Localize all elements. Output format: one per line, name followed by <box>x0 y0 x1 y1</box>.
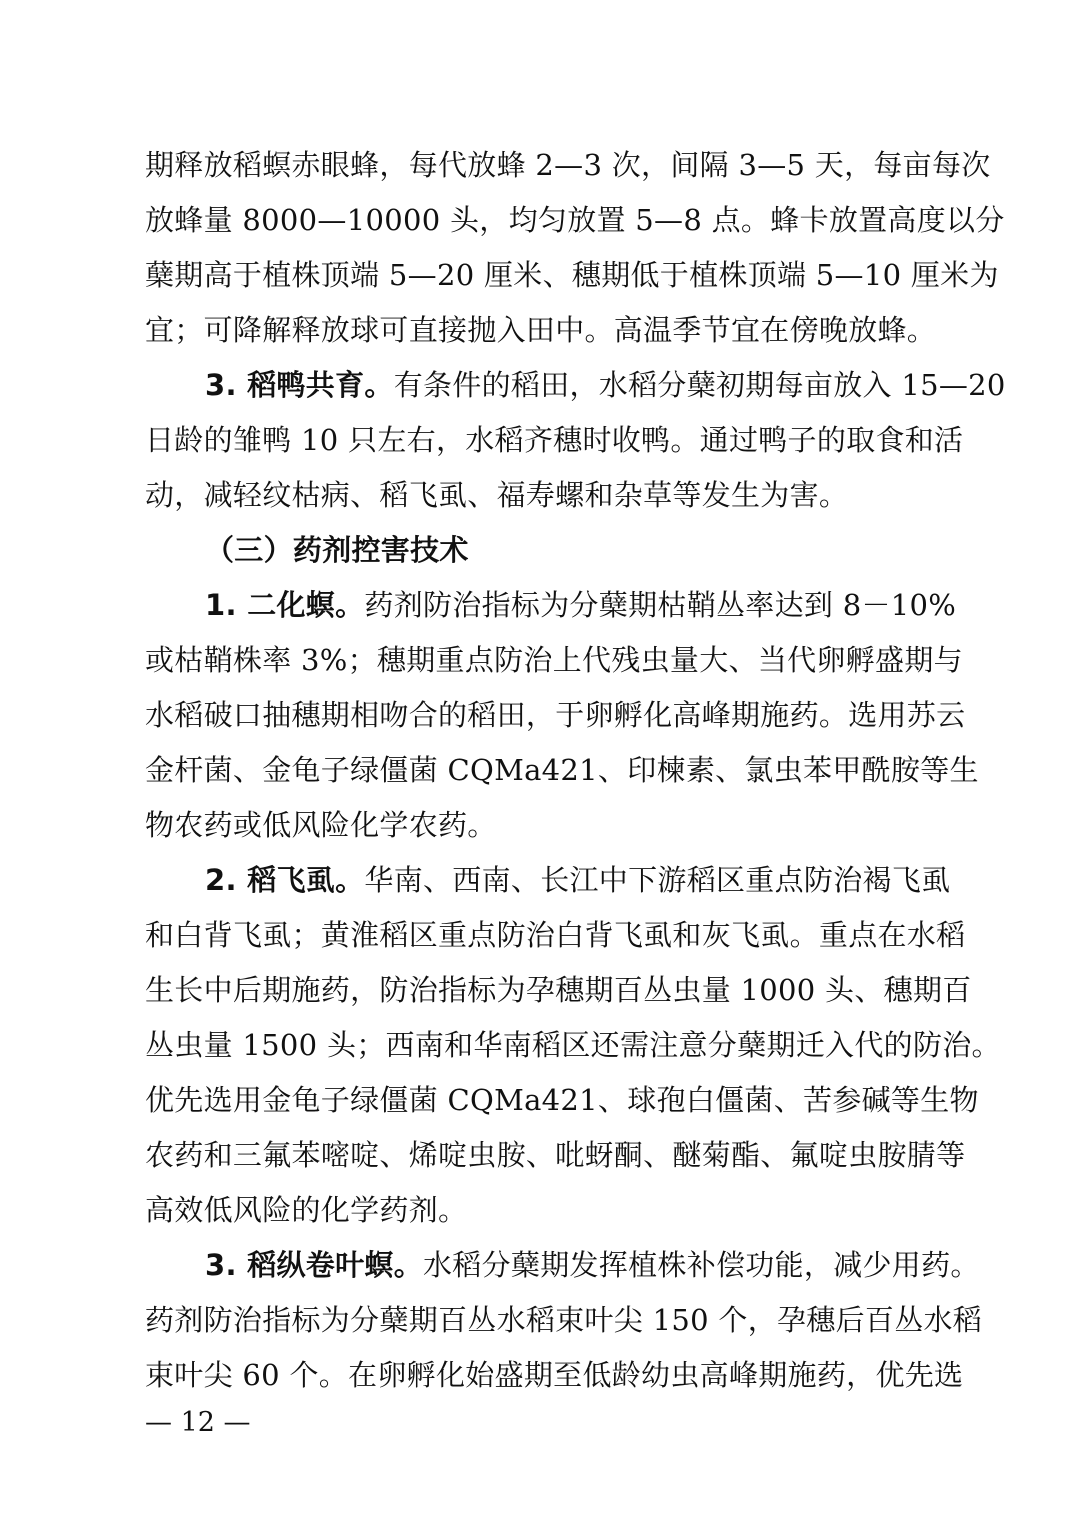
paragraph-line: 生长中后期施药，防治指标为孕穗期百丛虫量 1000 头、穗期百 <box>145 973 972 1007</box>
paragraph-line: 和白背飞虱；黄淮稻区重点防治白背飞虱和灰飞虱。重点在水稻 <box>145 918 966 952</box>
paragraph-line: 物农药或低风险化学农药。 <box>145 808 497 842</box>
paragraph-line: 蘖期高于植株顶端 5—20 厘米、穗期低于植株顶端 5—10 厘米为 <box>145 258 999 292</box>
borer-first-text: 药剂防治指标为分蘖期枯鞘丛率达到 8－10% <box>364 588 957 622</box>
paragraph-line: 日龄的雏鸭 10 只左右，水稻齐穗时收鸭。通过鸭子的取食和活 <box>145 423 964 457</box>
borer-paragraph-first-line <box>205 577 957 633</box>
planthopper-title: 2. 稻飞虱。 <box>205 863 365 897</box>
paragraph-line: 高效低风险的化学药剂。 <box>145 1193 468 1227</box>
planthopper-paragraph-first-line <box>205 852 951 908</box>
paragraph-line: 或枯鞘株率 3%；穗期重点防治上代残虫量大、当代卵孵盛期与 <box>145 643 963 677</box>
paragraph-line: 药剂防治指标为分蘖期百丛水稻束叶尖 150 个，孕穗后百丛水稻 <box>145 1303 983 1337</box>
paragraph-line: 宜；可降解释放球可直接抛入田中。高温季节宜在傍晚放蜂。 <box>145 313 937 347</box>
paragraph-line: 期释放稻螟赤眼蜂，每代放蜂 2—3 次，间隔 3—5 天，每亩每次 <box>145 148 991 182</box>
duck-paragraph-first-line <box>205 357 1006 413</box>
leafroller-title: 3. 稻纵卷叶螟。 <box>205 1248 423 1282</box>
paragraph-line: 金杆菌、金龟子绿僵菌 CQMa421、印楝素、氯虫苯甲酰胺等生 <box>145 753 979 787</box>
duck-first-text: 有条件的稻田，水稻分蘖初期每亩放入 15—20 <box>393 368 1006 402</box>
paragraph-line: 束叶尖 60 个。在卵孵化始盛期至低龄幼虫高峰期施药，优先选 <box>145 1358 964 1392</box>
paragraph-line: 农药和三氟苯嘧啶、烯啶虫胺、吡蚜酮、醚菊酯、氟啶虫胺腈等 <box>145 1138 966 1172</box>
section-heading: （三）药剂控害技术 <box>205 533 469 567</box>
paragraph-line: 放蜂量 8000—10000 头，均匀放置 5—8 点。蜂卡放置高度以分 <box>145 203 1005 237</box>
borer-title: 1. 二化螟。 <box>205 588 365 622</box>
leafroller-first-text: 水稻分蘖期发挥植株补偿功能，减少用药。 <box>423 1248 980 1282</box>
paragraph-line: 优先选用金龟子绿僵菌 CQMa421、球孢白僵菌、苦参碱等生物 <box>145 1083 979 1117</box>
duck-title: 3. 稻鸭共育。 <box>205 368 394 402</box>
paragraph-line: 丛虫量 1500 头；西南和华南稻区还需注意分蘖期迁入代的防治。 <box>145 1028 1001 1062</box>
planthopper-first-text: 华南、西南、长江中下游稻区重点防治褐飞虱 <box>364 863 951 897</box>
paragraph-line: 动，减轻纹枯病、稻飞虱、福寿螺和杂草等发生为害。 <box>145 478 849 512</box>
leafroller-paragraph-first-line <box>205 1237 980 1293</box>
page-number: — 12 — <box>145 1407 251 1438</box>
paragraph-line: 水稻破口抽穗期相吻合的稻田，于卵孵化高峰期施药。选用苏云 <box>145 698 966 732</box>
